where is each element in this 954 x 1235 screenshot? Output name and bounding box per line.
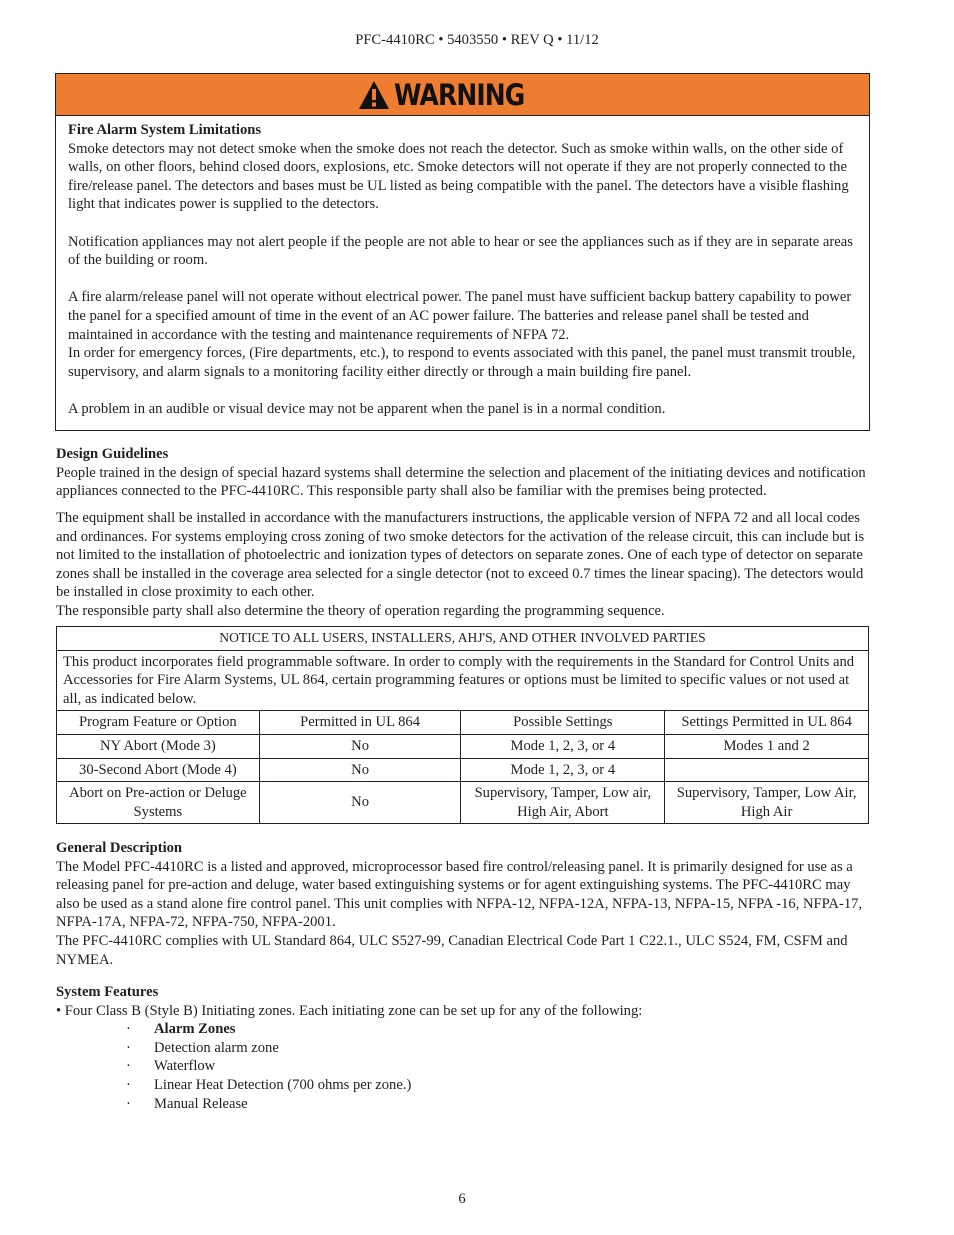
column-header: Permitted in UL 864: [259, 711, 461, 735]
column-header: Settings Permitted in UL 864: [665, 711, 869, 735]
list-item: · Alarm Zones: [126, 1021, 236, 1038]
table-cell: Abort on Pre-action or Deluge Systems: [57, 782, 260, 824]
table-cell: No: [259, 734, 461, 758]
column-header: Program Feature or Option: [57, 711, 260, 735]
general-paragraph: The Model PFC-4410RC is a listed and approved, microprocessor based fire control/releasing panel. It is primarily designed for use as a releasing panel for pre-action and deluge, water based extinguishing systems or for agent extinguishing systems. The PFC-4410RC may also be used as a stand alone fire control panel. This unit complies with NFPA-12, NFPA-12A, NFPA-13, NFPA-15, NFPA -16, NFPA-17, NFPA-17A, NFPA-72, NFPA-750, NFPA-2001.: [56, 858, 863, 931]
table-header-row: [57, 711, 869, 735]
table-cell: 30-Second Abort (Mode 4): [57, 758, 260, 782]
warning-box: [55, 73, 870, 431]
warning-paragraph: In order for emergency forces, (Fire departments, etc.), to respond to events associated with this panel, the panel must transmit trouble, supervisory, and alarm signals to a monitoring facility either directly or through a main building fire panel.: [68, 345, 856, 380]
table-cell: Supervisory, Tamper, Low air, High Air, Abort: [461, 782, 665, 824]
warning-paragraph: A problem in an audible or visual device may not be apparent when the panel is in a normal condition.: [68, 400, 666, 417]
design-guidelines-section: [56, 445, 871, 501]
table-cell: [665, 758, 869, 782]
design-paragraph: The responsible party shall also determine the theory of operation regarding the programming sequence.: [56, 602, 665, 619]
notice-intro: This product incorporates field programmable software. In order to comply with the requirements in the Standard for Control Units and Accessories for Fire Alarm Systems, UL 864, certain programming features or options must be limited to specific values or not used at all, as indicated below.: [57, 650, 869, 711]
ul864-notice-table: [56, 626, 869, 824]
warning-paragraph: Notification appliances may not alert people if the people are not able to hear or see the appliances such as if they are in separate areas of the building or room.: [68, 233, 853, 269]
warning-triangle-icon: [358, 80, 390, 110]
general-description-title: General Description: [56, 840, 183, 856]
features-intro: • Four Class B (Style B) Initiating zones. Each initiating zone can be set up for any of the following:: [56, 1002, 643, 1019]
list-item: · Manual Release: [126, 1095, 248, 1112]
warning-content: [68, 121, 863, 419]
table-cell: No: [259, 758, 461, 782]
table-row: [57, 782, 869, 824]
table-cell: Supervisory, Tamper, Low Air, High Air: [665, 782, 869, 824]
system-features-title: System Features: [56, 984, 159, 1000]
bullet-icon: ·: [126, 1058, 131, 1075]
bullet-icon: ·: [126, 1095, 131, 1112]
table-cell: Mode 1, 2, 3, or 4: [461, 758, 665, 782]
features-list: [56, 1020, 871, 1113]
design-paragraph: The equipment shall be installed in accordance with the manufacturers instructions, the applicable version of NFPA 72 and all local codes and ordinances. For systems employing cross zoning of two smoke detectors for the activation of the release circuit, this can include but is not limited to the installation of photoelectric and ionization types of detectors on separate zones. One of each type of detector on separate zones shall be installed in the coverage area selected for a single detector (not to exceed 0.7 times the linear spacing). The detectors would be installed in close proximity to each other.: [56, 510, 865, 601]
table-cell: No: [259, 782, 461, 824]
warning-paragraph: A fire alarm/release panel will not operate without electrical power. The panel must have sufficient backup battery capability to power the panel for a specified amount of time in the event of an AC power failure. The batteries and release panel shall be tested and maintained in accordance with the testing and maintenance requirements of NFPA 72.: [68, 289, 852, 343]
page-number: 6: [458, 1191, 466, 1207]
table-cell: NY Abort (Mode 3): [57, 734, 260, 758]
table-cell: Mode 1, 2, 3, or 4: [461, 734, 665, 758]
bullet-icon: ·: [126, 1021, 131, 1038]
bullet-icon: ·: [126, 1039, 131, 1056]
warning-label: WARNING: [394, 77, 525, 112]
table-row: [57, 734, 869, 758]
warning-title: Fire Alarm System Limitations: [68, 122, 262, 138]
list-item: · Detection alarm zone: [126, 1039, 279, 1056]
column-header: Possible Settings: [461, 711, 665, 735]
document-header: PFC-4410RC • 5403550 • REV Q • 11/12: [355, 32, 599, 48]
general-paragraph: The PFC-4410RC complies with UL Standard 864, ULC S527-99, Canadian Electrical Code Part 1 C22.1., ULC S524, FM, CSFM and NYMEA.: [56, 932, 848, 968]
design-paragraph: People trained in the design of special hazard systems shall determine the selection and placement of the initiating devices and notification appliances connected to the PFC-4410RC. This responsible party shall also be familiar with the premises being protected.: [56, 464, 866, 500]
list-item: · Linear Heat Detection (700 ohms per zone.): [126, 1076, 412, 1093]
design-guidelines-title: Design Guidelines: [56, 446, 169, 462]
notice-title: NOTICE TO ALL USERS, INSTALLERS, AHJ'S, AND OTHER INVOLVED PARTIES: [57, 627, 869, 651]
bullet-icon: ·: [126, 1076, 131, 1093]
system-features-section: [56, 983, 871, 1113]
list-item: · Waterflow: [126, 1058, 216, 1075]
table-row: [57, 758, 869, 782]
table-cell: Modes 1 and 2: [665, 734, 869, 758]
warning-paragraph: Smoke detectors may not detect smoke when the smoke does not reach the detector. Such as smoke within walls, on the other side of walls, on other floors, behind closed doors, explosions, etc. Smoke detectors will not operate if they are not properly connected to the fire/release panel. The detectors and bases must be UL listed as being compatible with the panel. The detectors have a visible flashing light that indicates power is supplied to the detectors.: [68, 140, 849, 213]
general-description-section: [56, 839, 871, 969]
warning-banner: [56, 74, 869, 116]
design-guidelines-body: [56, 509, 871, 621]
